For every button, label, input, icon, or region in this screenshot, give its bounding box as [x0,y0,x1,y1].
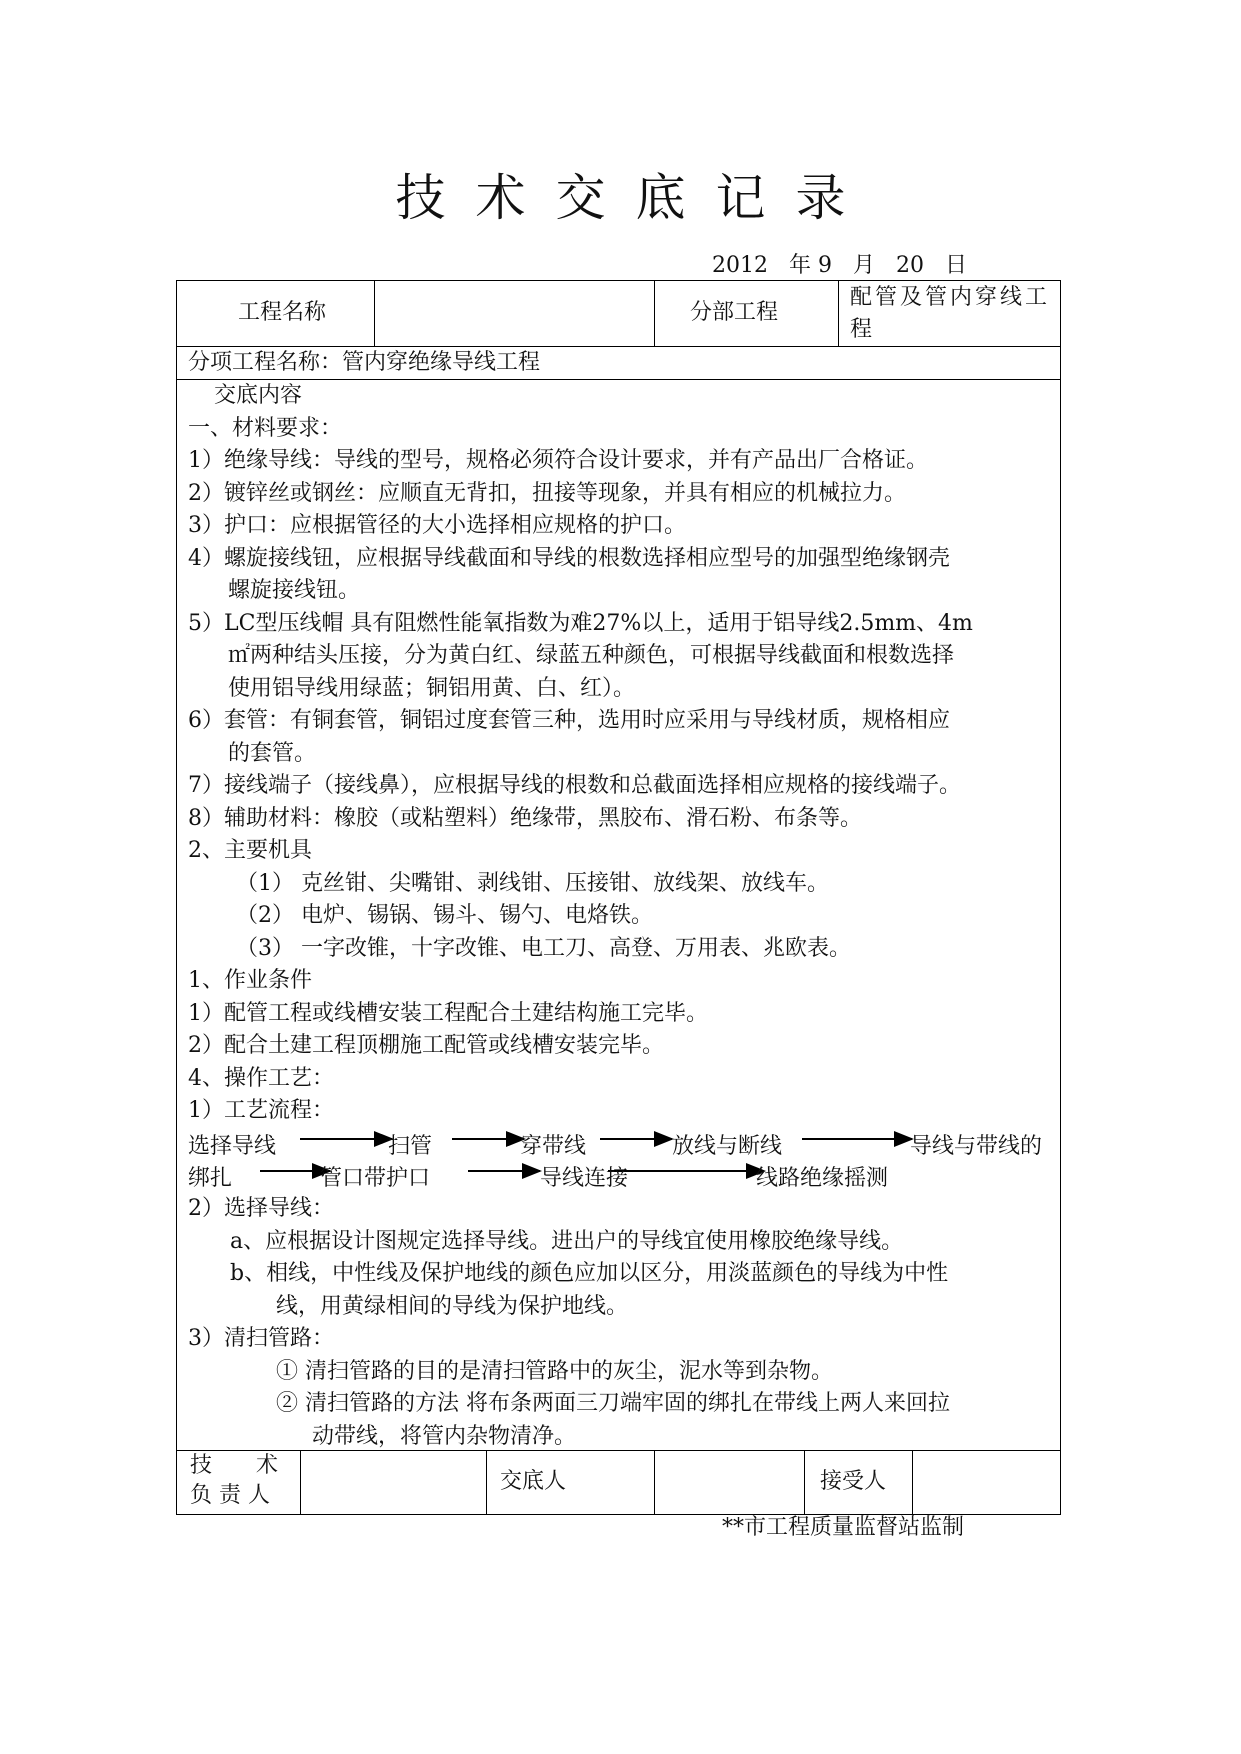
content-line: 3）护口：应根据管径的大小选择相应规格的护口。 [188,513,686,538]
table-border-right [1060,280,1061,1515]
content-line: 使用铝导线用绿蓝；铜铝用黄、白、红）。 [228,675,636,701]
header-divider-3 [838,280,839,346]
date-month: 9 [818,253,832,278]
content-line: 5）LC型压线帽 具有阻燃性能氧指数为难27%以上，适用于铝导线2.5mm、4m [188,610,973,636]
content-line: 8）辅助材料：橡胶（或粘塑料）绝缘带，黑胶布、滑石粉、布条等。 [188,805,862,831]
content-line: 1）绝缘导线：导线的型号，规格必须符合设计要求，并有产品出厂合格证。 [188,448,928,473]
header-divider-1 [374,280,375,346]
content-line: 4）螺旋接线钮，应根据导线截面和导线的根数选择相应型号的加强型绝缘钢壳 [188,545,950,571]
sign-divider-3 [654,1450,655,1514]
content-line: 7）接线端子（接线鼻），应根据导线的根数和总截面选择相应规格的接线端子。 [188,773,961,798]
date-day: 20 [895,253,924,278]
sign-divider-2 [486,1450,487,1514]
flow-step: 绑扎 [188,1166,233,1191]
process-flow-row-2 [188,1161,1068,1193]
document-title: 技术交底记录 [395,169,876,227]
content-line: 2）镀锌丝或钢丝：应顺直无背扣，扭接等现象，并具有相应的机械拉力。 [188,480,906,506]
table-border-top [176,280,1061,281]
content-line: 3）清扫管路： [188,1326,334,1351]
content-line: a、应根据设计图规定选择导线。进出户的导线宜使用橡胶绝缘导线。 [230,1228,904,1254]
header-divider-2 [654,280,655,346]
content-line: b、相线，中性线及保护地线的颜色应加以区分，用淡蓝颜色的导线为中性 [230,1261,949,1286]
content-line: 2、主要机具 [188,838,312,863]
content-line: 的套管。 [228,740,317,766]
flow-step: 线路绝缘摇测 [756,1166,889,1191]
date-year: 2012 [712,253,768,278]
flow-step: 管口带护口 [320,1166,431,1191]
content-line: 2）选择导线： [188,1196,334,1221]
sign-divider-5 [912,1450,913,1514]
content-line: ② 清扫管路的方法 将布条两面三刀端牢固的绑扎在带线上两人来回拉 [276,1391,950,1416]
content-line: 4、操作工艺： [188,1065,334,1091]
tech-lead-label [190,1451,294,1511]
content-line: 1）工艺流程： [188,1098,334,1123]
content-line: ① 清扫管路的目的是清扫管路中的灰尘，泥水等到杂物。 [276,1358,833,1384]
flow-step: 扫管 [388,1134,433,1159]
division-value: 配管及管内穿线工程 [850,285,1051,342]
receiver-label: 接受人 [820,1469,887,1494]
content-line: 1）配管工程或线槽安装工程配合土建结构施工完毕。 [188,1000,708,1026]
flow-step: 穿带线 [520,1134,587,1159]
tech-lead-label-line1: 技 术 [190,1453,279,1478]
flow-step: 选择导线 [188,1134,277,1159]
content-line: 6）套管：有铜套管，铜铝过度套管三种，选用时应采用与导线材质，规格相应 [188,708,950,733]
record-date [712,248,967,279]
content-line: （2） 电炉、锡锅、锡斗、锡勺、电烙铁。 [236,903,653,928]
sign-divider-4 [804,1450,805,1514]
content-line: 1、作业条件 [188,968,312,993]
content-line: （3） 一字改锥，十字改锥、电工刀、高登、万用表、兆欧表。 [236,935,851,961]
disclosure-content [188,380,1060,1128]
table-border-left [176,280,177,1515]
flow-step: 导线与带线的 [910,1134,1043,1159]
content-line: 2）配合土建工程顶棚施工配管或线槽安装完毕。 [188,1033,664,1058]
discloser-label: 交底人 [500,1469,567,1494]
division-label: 分部工程 [690,300,779,325]
flow-step: 导线连接 [540,1166,629,1191]
process-flow-row-1 [188,1129,1068,1161]
content-line: 一、材料要求： [188,415,343,441]
date-month-unit: 月 [852,253,875,278]
project-name-label: 工程名称 [238,300,327,325]
flow-step: 放线与断线 [672,1134,783,1159]
sign-divider-1 [300,1450,301,1514]
date-year-unit: 年 [788,253,811,278]
content-line: 动带线，将管内杂物清净。 [312,1423,577,1449]
disclosure-content-2 [188,1193,1060,1453]
content-line: ㎡两种结头压接，分为黄白红、绿蓝五种颜色，可根据导线截面和根数选择 [228,643,955,668]
issuer-note: **市工程质量监督站监制 [722,1515,965,1540]
tech-lead-label-line2: 负 责 人 [190,1483,270,1508]
subitem-name: 分项工程名称：管内穿绝缘导线工程 [188,350,541,375]
content-line: 螺旋接线钮。 [228,578,361,603]
content-heading: 交底内容 [214,383,303,408]
date-day-unit: 日 [944,253,967,278]
content-line: 线，用黄绿相间的导线为保护地线。 [276,1293,629,1319]
content-line: （1） 克丝钳、尖嘴钳、剥线钳、压接钳、放线架、放线车。 [236,870,829,896]
